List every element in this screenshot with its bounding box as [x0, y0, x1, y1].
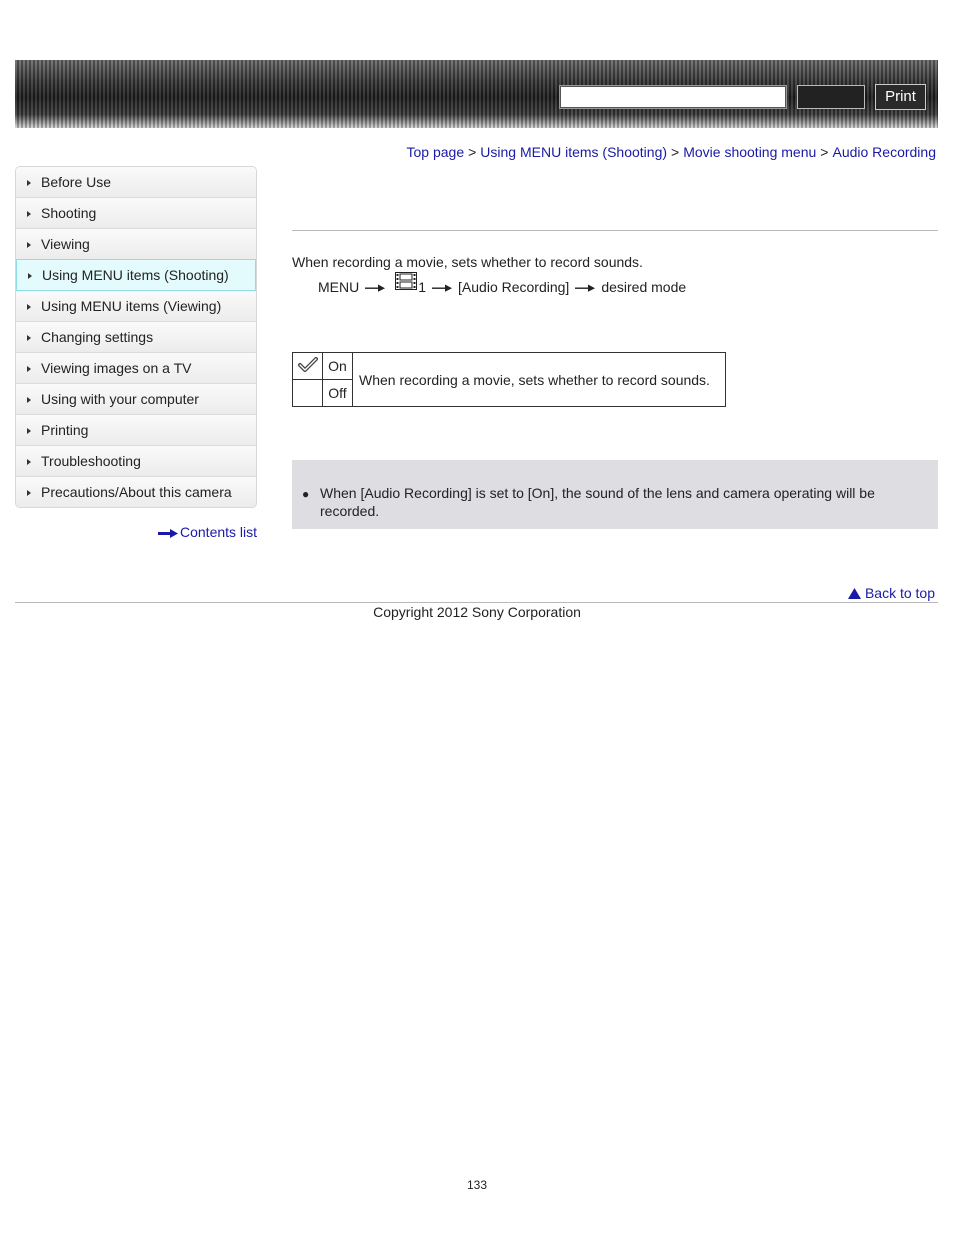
- right-arrow-icon: [432, 279, 452, 295]
- triangle-right-icon: [27, 397, 31, 403]
- back-to-top-link[interactable]: [848, 585, 935, 601]
- search-button[interactable]: [797, 85, 865, 109]
- sidebar-item-using-menu-viewing[interactable]: [16, 291, 256, 322]
- step-final: desired mode: [601, 278, 687, 295]
- step-menu: MENU: [318, 278, 360, 295]
- sidebar-item-precautions[interactable]: [16, 477, 256, 507]
- sidebar-item-viewing-on-tv[interactable]: [16, 353, 256, 384]
- sidebar-item-using-menu-shooting[interactable]: [16, 259, 256, 291]
- breadcrumb-separator: >: [671, 144, 680, 160]
- sidebar-item-label: Changing settings: [41, 329, 154, 345]
- option-off: Off: [323, 380, 353, 407]
- sidebar-item-printing[interactable]: [16, 415, 256, 446]
- breadcrumb-movie-shooting-menu[interactable]: Movie shooting menu: [683, 144, 817, 160]
- triangle-right-icon: [27, 211, 31, 217]
- triangle-right-icon: [28, 273, 32, 279]
- triangle-right-icon: [27, 242, 31, 248]
- sidebar-item-before-use[interactable]: [16, 167, 256, 198]
- sidebar-item-label: Using with your computer: [41, 391, 199, 407]
- title-divider: [292, 230, 938, 231]
- default-check-cell: [293, 353, 323, 380]
- intro-text: When recording a movie, sets whether to record sounds.: [292, 254, 643, 270]
- sidebar-item-using-with-computer[interactable]: [16, 384, 256, 415]
- options-description: When recording a movie, sets whether to record sounds.: [353, 353, 726, 407]
- menu-steps: [318, 276, 686, 297]
- triangle-right-icon: [27, 366, 31, 372]
- triangle-right-icon: [27, 304, 31, 310]
- sidebar-item-label: Using MENU items (Shooting): [42, 267, 229, 283]
- triangle-right-icon: [27, 490, 31, 496]
- sidebar-item-troubleshooting[interactable]: [16, 446, 256, 477]
- contents-list-link[interactable]: [158, 524, 257, 541]
- note-box: [292, 460, 938, 529]
- sidebar-item-viewing[interactable]: [16, 229, 256, 260]
- copyright-text: Copyright 2012 Sony Corporation: [373, 604, 581, 620]
- sidebar-item-shooting[interactable]: [16, 198, 256, 229]
- triangle-right-icon: [27, 428, 31, 434]
- step-tab-number: 1: [418, 278, 427, 295]
- breadcrumb-top-page[interactable]: Top page: [406, 144, 465, 160]
- sidebar-item-label: Using MENU items (Viewing): [41, 298, 222, 314]
- print-button[interactable]: Print: [875, 84, 926, 110]
- option-on: On: [323, 353, 353, 380]
- breadcrumb-audio-recording[interactable]: Audio Recording: [832, 144, 936, 160]
- back-to-top-label: Back to top: [864, 585, 935, 601]
- default-checkmark-icon: [298, 360, 318, 376]
- sidebar-item-label: Before Use: [41, 174, 112, 190]
- sidebar-item-label: Viewing: [41, 236, 90, 252]
- up-triangle-icon: [848, 585, 861, 601]
- sidebar-item-label: Shooting: [41, 205, 97, 221]
- breadcrumb: [407, 144, 937, 160]
- breadcrumb-using-menu-shooting[interactable]: Using MENU items (Shooting): [480, 144, 668, 160]
- options-table: [292, 352, 726, 407]
- right-arrow-icon: [575, 279, 595, 295]
- sidebar-nav: [15, 166, 257, 508]
- empty-icon-cell: [293, 380, 323, 407]
- triangle-right-icon: [27, 459, 31, 465]
- right-arrow-icon: [365, 279, 385, 295]
- sidebar-item-label: Printing: [41, 422, 89, 438]
- footer-divider: [15, 602, 938, 603]
- bullet-icon: ●: [302, 487, 310, 501]
- sidebar-item-changing-settings[interactable]: [16, 322, 256, 353]
- header-banner: [15, 60, 938, 128]
- contents-list-label: Contents list: [180, 524, 258, 540]
- search-input[interactable]: [559, 85, 787, 109]
- breadcrumb-separator: >: [820, 144, 829, 160]
- page-number: 133: [466, 1178, 488, 1192]
- triangle-right-icon: [27, 335, 31, 341]
- sidebar-item-label: Troubleshooting: [41, 453, 141, 469]
- right-arrow-icon: [158, 525, 178, 541]
- sidebar-item-label: Viewing images on a TV: [41, 360, 192, 376]
- triangle-right-icon: [27, 180, 31, 186]
- breadcrumb-separator: >: [468, 144, 477, 160]
- movie-film-icon: [395, 272, 417, 293]
- sidebar-item-label: Precautions/About this camera: [41, 484, 232, 500]
- note-text: When [Audio Recording] is set to [On], the sound of the lens and camera operating will be recorded.: [320, 485, 875, 519]
- step-item: [Audio Recording]: [458, 278, 570, 295]
- table-row: [293, 353, 726, 380]
